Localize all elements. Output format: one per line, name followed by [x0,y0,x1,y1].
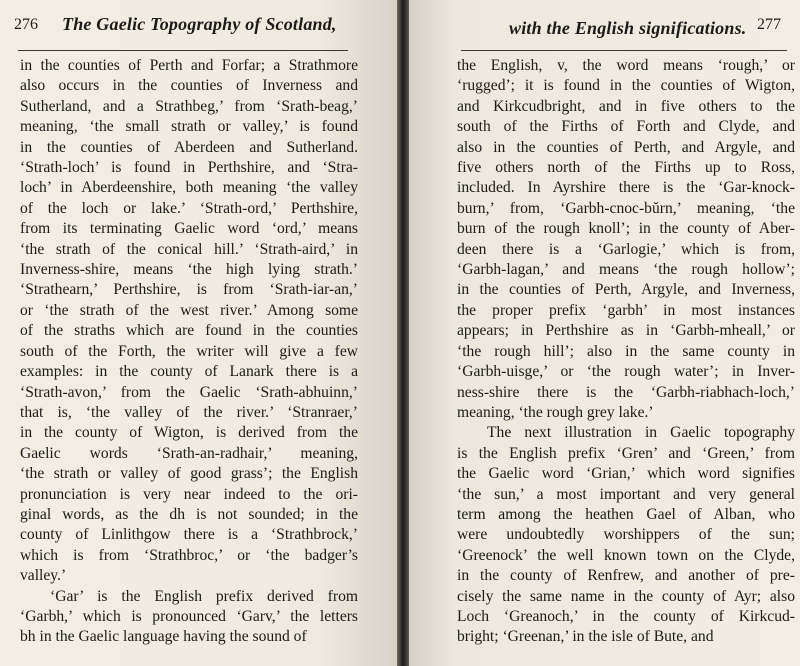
left-running-header [14,14,384,38]
text-line: ‘the sun,’ a most important and very general [457,485,795,503]
text-line: examples: in the county of Lanark there is a [20,363,358,381]
text-line: ‘Garbh-uisge,’ or ‘the rough water’; in Inver- [457,363,795,381]
text-line: Sutherland, and a Strathbeg,’ from ‘Srath-beag,’ [20,97,358,115]
text-line: south of the Firths of Forth and Clyde, and [457,118,795,136]
right-running-header [409,14,789,38]
text-line: cisely the same name in the county of Ayr; also [457,587,795,605]
right-running-head-title: with the English significations. [509,18,747,38]
text-line: pronunciation is very near indeed to the ori- [20,485,358,503]
text-line: or ‘the strath of the west river.’ Among some [20,301,358,319]
text-line: meaning, ‘the small strath or valley,’ is found [20,118,358,136]
text-line: deen there is a ‘Garlogie,’ which is from, [457,240,795,258]
text-line: in the counties of Aberdeen and Sutherland. [20,138,358,156]
text-line: The next illustration in Gaelic topography [487,424,795,442]
text-line: also in the counties of Perth, and Argyle, and [457,138,795,156]
text-line: meaning, ‘the rough grey lake.’ [457,403,654,421]
text-line: ‘the strath or valley of good grass’; the English [20,465,358,483]
text-line: of the loch or lake.’ ‘Strath-ord,’ Perthshire, [20,199,358,217]
text-line: is the English prefix ‘Gren’ and ‘Green,’ from [457,444,795,462]
right-page-number: 277 [757,16,781,33]
text-line: ‘rugged’; it is found in the counties of Wigton, [457,77,795,95]
text-line: and Kirkcudbright, and in five others to the [457,97,795,115]
text-line: ginal words, as the dh is not sounded; in the [20,505,358,523]
text-line: loch’ in Aberdeenshire, both meaning ‘the valley [20,179,358,197]
text-line: ‘Strath-avon,’ from the Gaelic ‘Srath-abhuinn,’ [20,383,358,401]
text-line: were undoubtedly worshippers of the sun; [457,526,795,544]
text-line: also occurs in the counties of Inverness and [20,77,358,95]
text-line: bh in the Gaelic language having the sound of [20,628,307,646]
text-line: ‘Gar’ is the English prefix derived from [50,587,358,605]
text-line: Inverness-shire, means ‘the high lying strath.’ [20,261,358,279]
text-line: county of Linlithgow there is a ‘Strathbrock,’ [20,526,358,544]
text-line: ‘Strathearn,’ Perthshire, is from ‘Srath-iar-an,’ [20,281,358,299]
text-line: of the straths which are found in the counties [20,322,358,340]
text-line: which is from ‘Strathbroc,’ or ‘the badger’s [20,546,358,564]
text-line: in the county of Renfrew, and another of pre- [457,567,795,585]
text-line: appears; in Perthshire as in ‘Garbh-mheall,’ or [457,322,795,340]
text-line: burn,’ from, ‘Garbh-cnoc-bŭrn,’ meaning, ‘the [457,199,795,217]
left-running-head-title: The Gaelic Topography of Scotland, [62,14,337,34]
text-line: Gaelic words ‘Srath-an-radhair,’ meaning, [20,444,358,462]
right-body-text [457,56,795,648]
text-line: bright; ‘Greenan,’ in the isle of Bute, and [457,628,714,646]
text-line: the proper prefix ‘garbh’ in most instances [457,301,795,319]
left-body-text [20,56,358,648]
text-line: that is, ‘the valley of the river.’ ‘Stranraer,’ [20,403,358,421]
text-line: five others north of the Firths up to Ross, [457,159,795,177]
left-header-rule [18,50,348,51]
right-page [409,0,800,666]
text-line: in the county of Wigton, is derived from the [20,424,358,442]
text-line: from its terminating Gaelic word ‘ord,’ means [20,220,358,238]
text-line: ‘Greenock’ the well known town on the Clyde, [457,546,795,564]
text-line: ‘Garbh,’ which is pronounced ‘Garv,’ the letters [20,607,358,625]
text-line: ‘Strath-loch’ is found in Perthshire, and ‘Stra- [20,159,358,177]
text-line: the English, v, the word means ‘rough,’ or [457,57,795,74]
text-line: burn of the rough knoll’; in the county of Aber- [457,220,795,238]
text-line: in the counties of Perth and Forfar; a Strathmore [20,57,358,74]
text-line: the Gaelic word ‘Grian,’ which word signifies [457,465,795,483]
text-line: Loch ‘Greanoch,’ in the county of Kirkcud- [457,607,795,625]
left-page [0,0,397,666]
text-line: in the counties of Perth, Argyle, and Inverness, [457,281,795,299]
right-header-rule [461,50,787,51]
text-line: included. In Ayrshire there is the ‘Gar-knock- [457,179,795,197]
book-gutter [397,0,409,666]
text-line: term among the heathen Gael of Alban, who [457,505,795,523]
text-line: valley.’ [20,567,67,585]
left-page-number: 276 [14,16,38,33]
text-line: ‘Garbh-lagan,’ and means ‘the rough hollow’; [457,261,795,279]
text-line: ness-shire there is the ‘Garbh-riabhach-loch,’ [457,383,795,401]
text-line: south of the Forth, the writer will give a few [20,342,358,360]
text-line: ‘the rough hill’; also in the same county in [457,342,795,360]
text-line: ‘the strath of the conical hill.’ ‘Strath-aird,’ in [20,240,358,258]
